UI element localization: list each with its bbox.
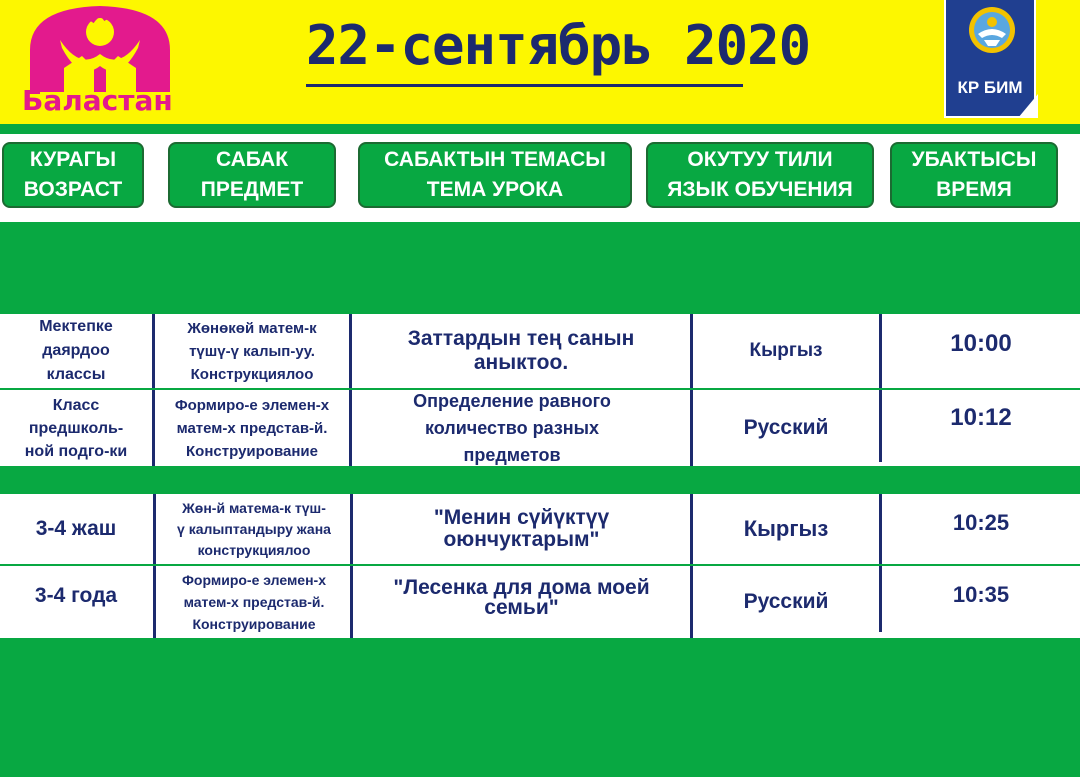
cell-value: Кыргыз — [743, 516, 829, 541]
column-header-line: УБАКТЫСЫ — [911, 148, 1037, 171]
table-row — [0, 494, 1080, 564]
table-row — [0, 566, 1080, 638]
column-header-topic — [358, 142, 632, 208]
cell-line: Заттардын тең санын — [407, 327, 635, 350]
table-row — [0, 390, 1080, 466]
cell-time — [882, 314, 1080, 388]
column-header-line: ЯЗЫК ОБУЧЕНИЯ — [667, 178, 853, 201]
cell-line: конструкциялоо — [197, 541, 311, 558]
cell-line: предметов — [463, 444, 561, 465]
kyrgyz-emblem-icon — [968, 6, 1016, 54]
column-header-line: КУРАГЫ — [29, 148, 117, 171]
table-row — [0, 314, 1080, 388]
cell-line: Формиро-е элемен-х — [174, 396, 330, 414]
cell-time — [882, 390, 1080, 466]
cell-line: ной подго-ки — [24, 442, 128, 460]
column-header-line: ТЕМА УРОКА — [426, 178, 564, 201]
cell-topic — [353, 566, 690, 638]
column-header-line: САБАК — [215, 148, 289, 171]
cell-subject — [156, 494, 352, 564]
column-header-line: ВОЗРАСТ — [23, 178, 123, 201]
cell-line: "Менин сүйүктүү — [433, 506, 610, 529]
cell-value: Русский — [743, 590, 829, 613]
cell-topic — [352, 390, 672, 466]
cell-topic — [352, 314, 690, 388]
cell-age — [0, 494, 152, 564]
cell-subject — [156, 566, 352, 638]
cell-line: оюнчуктарым" — [443, 528, 600, 551]
cell-language — [693, 494, 879, 564]
cell-line: предшколь- — [28, 419, 124, 437]
column-header-age — [2, 142, 144, 208]
cell-line: ү калыптандыру жана — [177, 520, 331, 537]
cell-value: 10:25 — [952, 510, 1010, 535]
cell-line: Конструирование — [186, 442, 318, 460]
column-header-time — [890, 142, 1058, 208]
cell-line: классы — [46, 366, 106, 383]
cell-value: 10:00 — [950, 330, 1012, 357]
column-header-subject — [168, 142, 336, 208]
cell-subject — [155, 314, 349, 388]
logo-text: Баластан — [22, 84, 173, 117]
column-header-line: ПРЕДМЕТ — [200, 178, 304, 201]
cell-line: Мектепке — [39, 318, 113, 335]
cell-language — [693, 314, 879, 388]
column-header-line: ОКУТУУ ТИЛИ — [687, 148, 833, 171]
cell-line: даярдоо — [42, 342, 110, 359]
cell-line: Жөнөкөй матем-к — [187, 319, 317, 337]
cell-value: Кыргыз — [749, 340, 823, 361]
cell-line: 3-4 года — [34, 584, 118, 607]
cell-topic — [353, 494, 690, 564]
cell-value: Русский — [743, 416, 829, 439]
cell-line: семьи" — [484, 596, 559, 619]
cell-line: Формиро-е элемен-х — [181, 572, 326, 588]
cell-line: матем-х представ-й. — [183, 594, 325, 610]
cell-age — [0, 314, 152, 388]
cell-language — [693, 566, 879, 638]
cell-line: матем-х представ-й. — [176, 419, 328, 437]
cell-line: количество разных — [424, 417, 600, 438]
cell-time — [882, 494, 1080, 564]
cell-line: түшү-ү калып-уу. — [189, 342, 315, 360]
kr-bim-badge — [944, 0, 1036, 118]
header-banner — [0, 0, 1080, 124]
cell-line: Конструкциялоо — [190, 365, 314, 383]
cell-age — [0, 566, 152, 638]
cell-language — [693, 390, 879, 466]
cell-line: Определение равного — [413, 390, 611, 411]
cell-line: Конструирование — [192, 616, 316, 632]
cell-age — [0, 390, 152, 466]
badge-text: КР БИМ — [957, 78, 1023, 97]
column-header-language — [646, 142, 874, 208]
cell-value: 10:35 — [952, 582, 1010, 607]
title-underline — [306, 84, 743, 87]
cell-time — [882, 566, 1080, 638]
cell-line: 3-4 жаш — [35, 517, 117, 540]
cell-line: "Лесенка для дома моей — [393, 576, 650, 599]
cell-line: Класс — [52, 396, 100, 414]
cell-line: аныктоо. — [473, 351, 569, 374]
cell-subject — [155, 390, 349, 466]
page-title: 22-сентябрь 2020 — [306, 14, 811, 77]
column-header-line: ВРЕМЯ — [936, 178, 1012, 201]
cell-value: 10:12 — [950, 404, 1012, 431]
column-header-line: САБАКТЫН ТЕМАСЫ — [384, 148, 606, 171]
cell-line: Жөн-й матема-к түш- — [182, 499, 326, 516]
